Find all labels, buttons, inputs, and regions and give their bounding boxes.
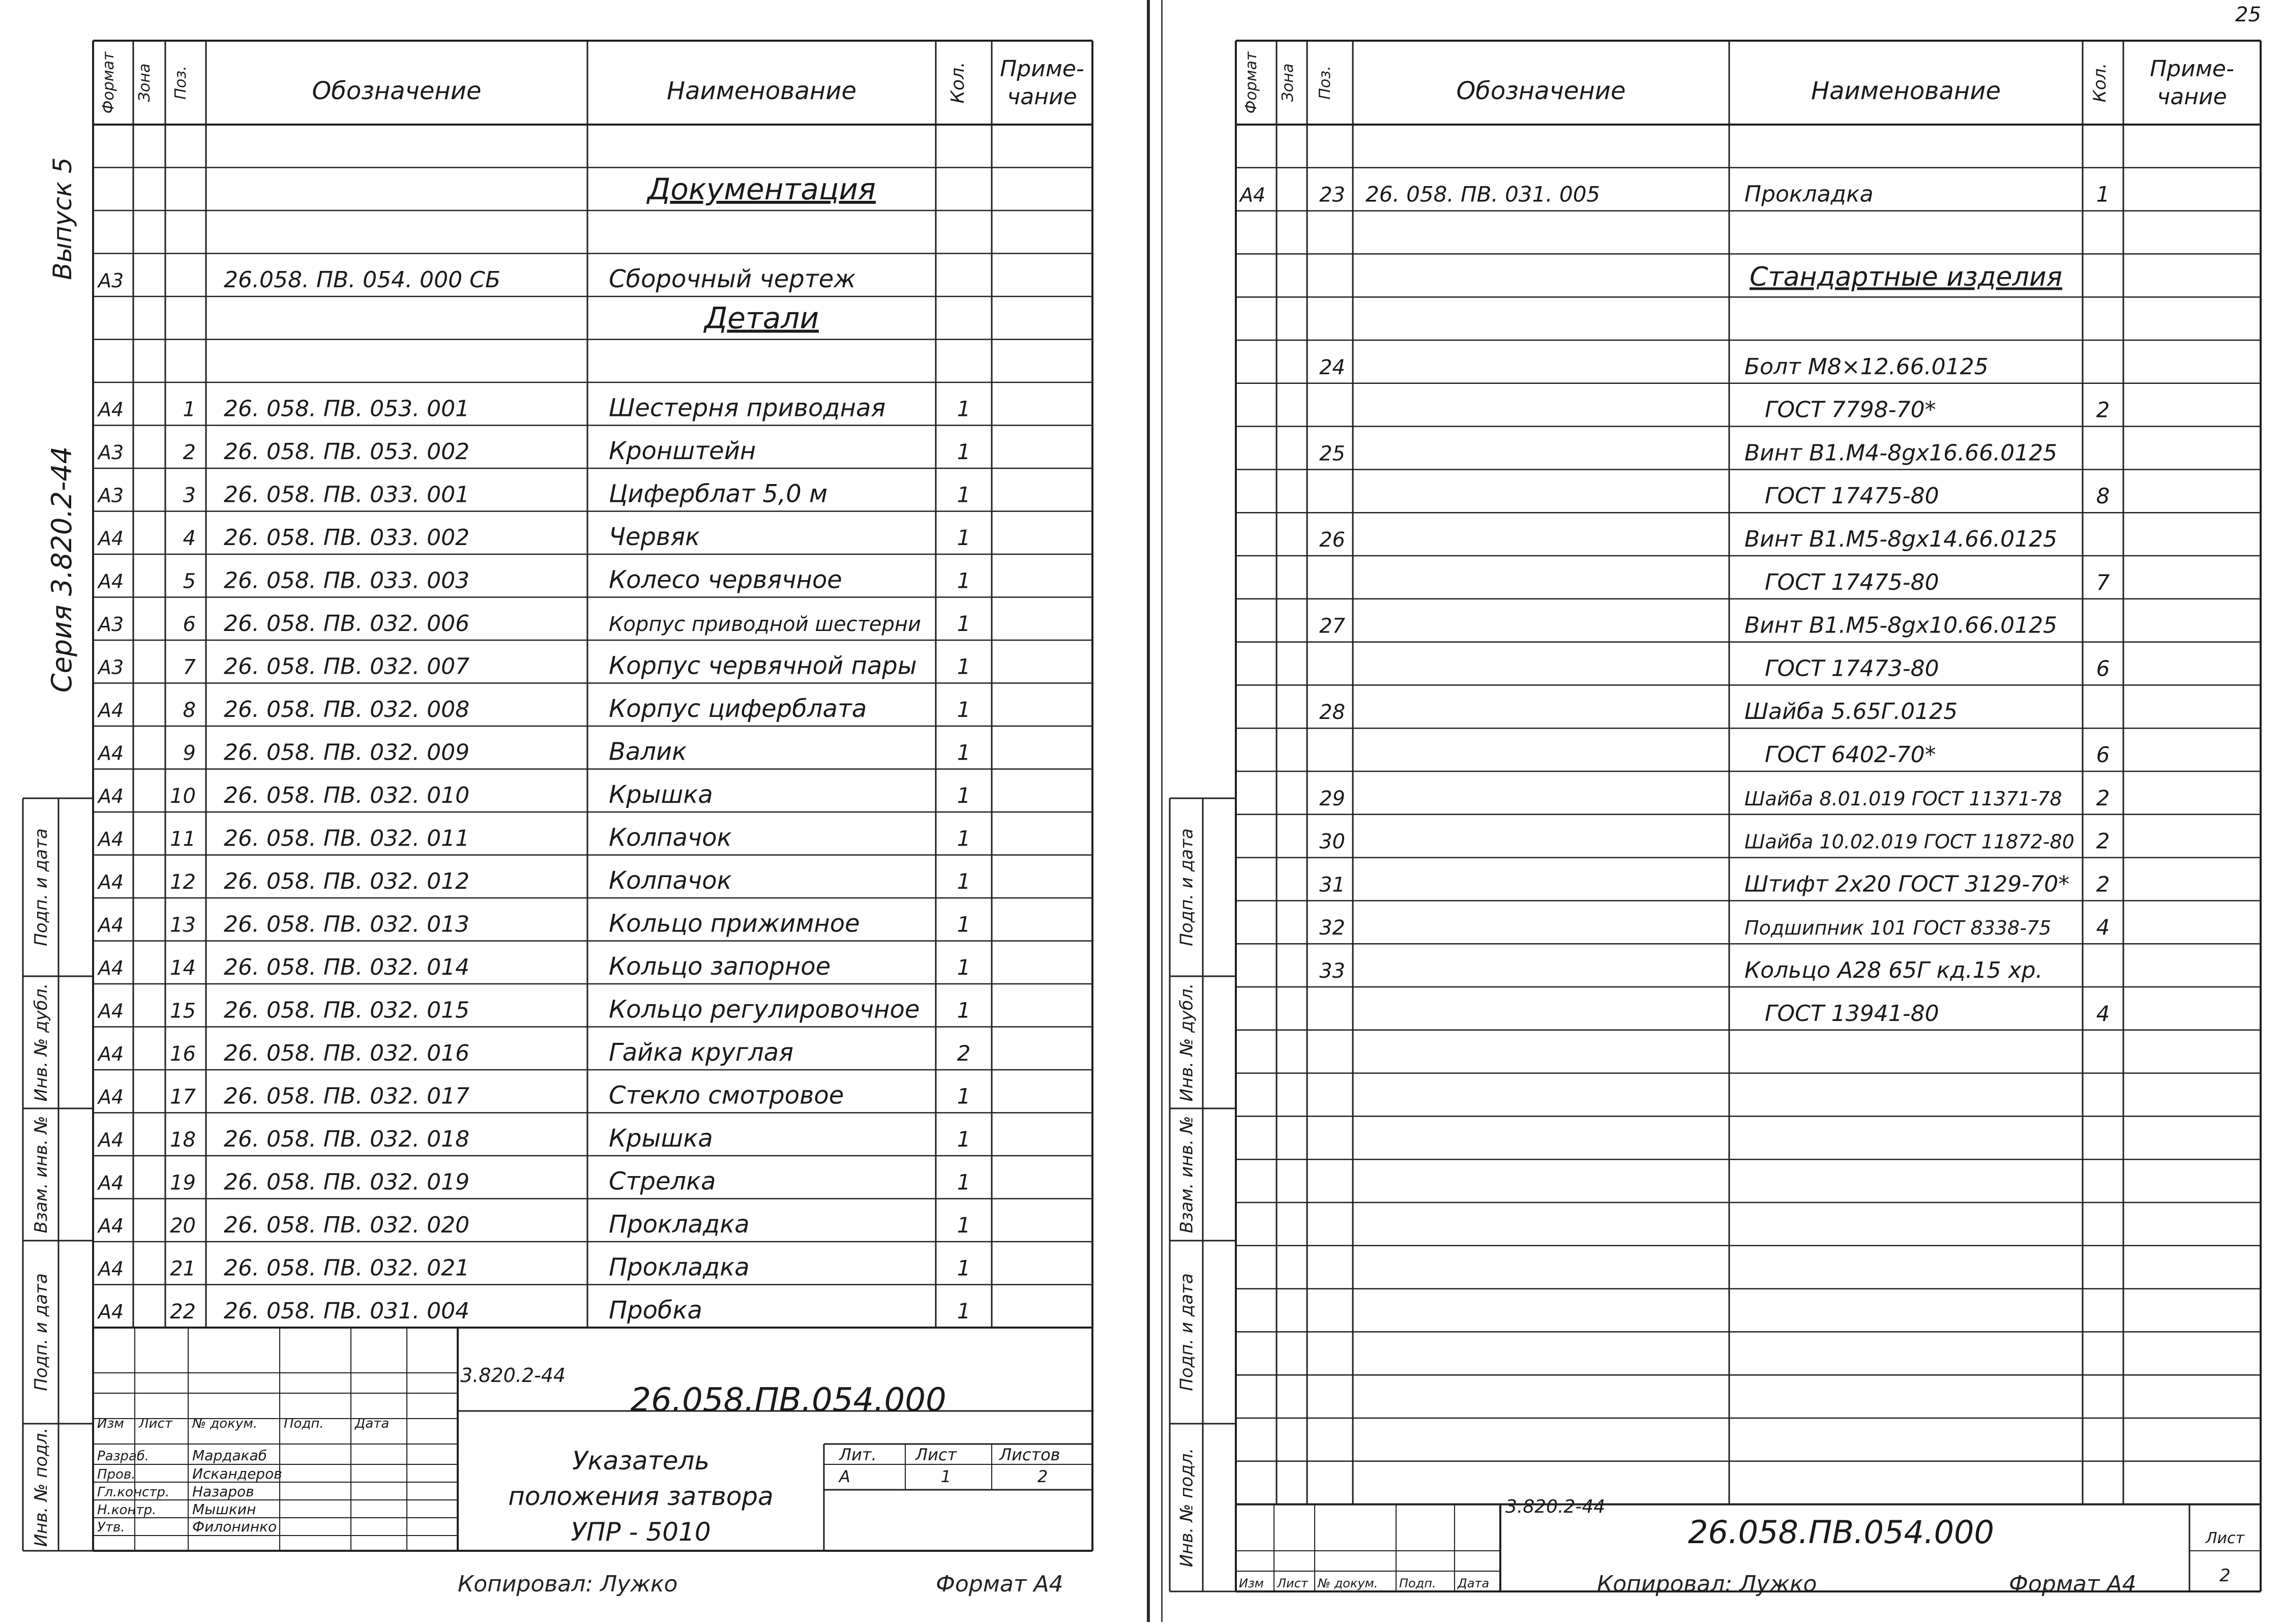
row-qty: 1 bbox=[2096, 182, 2110, 207]
row-qty: 2 bbox=[2096, 397, 2110, 423]
row-name: Колпачок bbox=[609, 866, 732, 895]
row-name: Болт М8×12.66.0125 bbox=[1744, 353, 1989, 380]
header-zone: Зона bbox=[136, 63, 154, 102]
header-note: Приме- bbox=[2150, 56, 2234, 82]
row-pos: 17 bbox=[170, 1085, 196, 1109]
row-format: А4 bbox=[98, 570, 124, 593]
titleblock-role: Разраб. bbox=[97, 1449, 150, 1464]
row-pos: 11 bbox=[170, 827, 196, 851]
row-name: Прокладка bbox=[609, 1210, 750, 1239]
row-pos: 31 bbox=[1319, 873, 1345, 897]
row-designation: 26. 058. ПВ. 032. 012 bbox=[224, 868, 470, 894]
row-qty: 4 bbox=[2096, 1001, 2110, 1026]
row-pos: 16 bbox=[170, 1042, 196, 1066]
titleblock-col-head: Дата bbox=[1458, 1576, 1490, 1590]
titleblock-name: Мышкин bbox=[192, 1501, 256, 1518]
row-format: А4 bbox=[98, 527, 124, 550]
side-field-label: Подп. и дата bbox=[1176, 828, 1197, 946]
row-qty: 2 bbox=[2096, 871, 2110, 897]
row-pos: 25 bbox=[1319, 442, 1345, 466]
row-name: Корпус циферблата bbox=[609, 695, 867, 723]
section-heading: Документация bbox=[647, 172, 876, 206]
row-name: Кольцо запорное bbox=[609, 952, 831, 981]
row-name: Шайба 10.02.019 ГОСТ 11872-80 bbox=[1744, 830, 2074, 853]
row-pos: 20 bbox=[170, 1214, 196, 1238]
row-format: А4 bbox=[98, 699, 124, 721]
row-pos: 24 bbox=[1319, 355, 1345, 379]
row-format: А4 bbox=[98, 1301, 124, 1323]
header-designation: Обозначение bbox=[1456, 77, 1626, 105]
header-pos: Поз. bbox=[1316, 66, 1334, 100]
row-pos: 12 bbox=[170, 870, 196, 894]
row-name: Пробка bbox=[609, 1296, 702, 1325]
row-qty: 1 bbox=[957, 955, 971, 980]
row-qty: 1 bbox=[957, 396, 971, 422]
row-qty: 8 bbox=[2096, 484, 2110, 509]
row-pos: 14 bbox=[170, 956, 196, 980]
row-name: ГОСТ 17475-80 bbox=[1765, 569, 1939, 595]
row-qty: 1 bbox=[957, 1299, 971, 1324]
row-pos: 15 bbox=[170, 999, 196, 1023]
side-field-label: Инв. № дубл. bbox=[31, 983, 51, 1102]
titleblock-sheets-head: Листов bbox=[999, 1445, 1060, 1464]
row-name: Колпачок bbox=[609, 823, 732, 852]
footer-format-left: Формат А4 bbox=[936, 1571, 1063, 1597]
row-qty: 1 bbox=[957, 826, 971, 851]
header-note: Приме- bbox=[1000, 56, 1084, 82]
titleblock-col-head: Подп. bbox=[284, 1416, 324, 1431]
row-pos: 3 bbox=[183, 484, 196, 507]
titleblock-col-head: Дата bbox=[355, 1416, 390, 1431]
header-format: Формат bbox=[1242, 51, 1260, 114]
row-name: Штифт 2х20 ГОСТ 3129-70* bbox=[1744, 871, 2070, 897]
right-spec-table bbox=[1165, 0, 2282, 1622]
row-qty: 1 bbox=[957, 783, 971, 808]
row-format: А4 bbox=[98, 828, 124, 851]
row-qty: 1 bbox=[957, 869, 971, 894]
row-name: Прокладка bbox=[1744, 181, 1874, 207]
row-name: Подшипник 101 ГОСТ 8338-75 bbox=[1744, 917, 2052, 940]
section-heading: Стандартные изделия bbox=[1750, 262, 2062, 293]
titleblock-sheets: 2 bbox=[1037, 1467, 1048, 1486]
row-format: А3 bbox=[98, 484, 124, 507]
row-pos: 1 bbox=[183, 398, 196, 422]
side-field-label: Подп. и дата bbox=[31, 828, 51, 946]
row-pos: 9 bbox=[183, 741, 196, 765]
row-qty: 1 bbox=[957, 740, 971, 765]
row-format: А4 bbox=[98, 785, 124, 807]
titleblock-sheet-head: Лист bbox=[2205, 1529, 2245, 1547]
titleblock-name: Искандеров bbox=[192, 1465, 282, 1482]
row-qty: 4 bbox=[2096, 915, 2110, 940]
row-qty: 1 bbox=[957, 611, 971, 636]
row-designation: 26. 058. ПВ. 032. 009 bbox=[224, 739, 470, 766]
row-designation: 26. 058. ПВ. 032. 015 bbox=[224, 997, 470, 1024]
header-name: Наименование bbox=[1811, 77, 2001, 105]
side-field-label: Взам. инв. № bbox=[1176, 1116, 1197, 1234]
row-qty: 1 bbox=[957, 697, 971, 722]
row-format: А4 bbox=[98, 871, 124, 893]
row-qty: 6 bbox=[2096, 656, 2110, 681]
titleblock-doc-code: 26.058.ПВ.054.000 bbox=[1688, 1514, 1994, 1551]
titleblock-name: Филонинко bbox=[192, 1518, 277, 1535]
row-designation: 26. 058. ПВ. 032. 007 bbox=[224, 653, 470, 680]
row-qty: 1 bbox=[957, 1213, 971, 1238]
row-pos: 27 bbox=[1319, 614, 1345, 638]
row-designation: 26. 058. ПВ. 053. 001 bbox=[224, 396, 470, 422]
header-qty: Кол. bbox=[947, 62, 968, 104]
row-pos: 18 bbox=[170, 1128, 196, 1152]
row-qty: 1 bbox=[957, 439, 971, 464]
titleblock-name: Мардакаб bbox=[192, 1447, 267, 1464]
header-name: Наименование bbox=[666, 77, 857, 105]
row-name: Колесо червячное bbox=[609, 565, 842, 594]
row-designation: 26. 058. ПВ. 033. 001 bbox=[224, 482, 470, 508]
row-designation: 26. 058. ПВ. 032. 020 bbox=[224, 1212, 470, 1238]
row-pos: 29 bbox=[1319, 787, 1345, 810]
row-format: А4 bbox=[98, 1000, 124, 1022]
row-name: Прокладка bbox=[609, 1253, 750, 1282]
titleblock-col-head: № докум. bbox=[192, 1416, 258, 1431]
row-pos: 6 bbox=[183, 613, 196, 636]
titleblock-name: Назаров bbox=[192, 1483, 254, 1500]
titleblock-series: 3.820.2-44 bbox=[460, 1364, 566, 1387]
row-format: А4 bbox=[98, 1043, 124, 1065]
side-field-label: Инв. № подл. bbox=[1176, 1448, 1197, 1568]
titleblock-title: Указатель bbox=[572, 1446, 709, 1476]
header-note: чание bbox=[1007, 84, 1077, 110]
footer-copied-right: Копировал: Лужко bbox=[1597, 1571, 1817, 1597]
row-name: Стрелка bbox=[609, 1167, 716, 1196]
row-designation: 26. 058. ПВ. 033. 003 bbox=[224, 567, 470, 594]
margin-series: Серия 3.820.2-44 bbox=[46, 446, 78, 693]
row-qty: 1 bbox=[957, 1255, 971, 1281]
footer-copied-left: Копировал: Лужко bbox=[458, 1571, 678, 1597]
sheet-divider bbox=[1147, 0, 1150, 1622]
row-pos: 7 bbox=[183, 655, 196, 679]
row-name: Крышка bbox=[609, 780, 713, 809]
header-designation: Обозначение bbox=[312, 77, 482, 105]
titleblock-doc-code: 26.058.ПВ.054.000 bbox=[630, 1381, 946, 1419]
row-name: Кронштейн bbox=[609, 437, 756, 465]
row-name: Гайка круглая bbox=[609, 1038, 794, 1067]
titleblock-sheet: 1 bbox=[940, 1467, 952, 1486]
row-designation: 26. 058. ПВ. 032. 013 bbox=[224, 911, 470, 938]
header-qty: Кол. bbox=[2090, 63, 2110, 103]
titleblock-col-head: Подп. bbox=[1399, 1576, 1436, 1590]
row-pos: 19 bbox=[170, 1171, 196, 1195]
row-pos: 8 bbox=[183, 699, 196, 722]
titleblock-series: 3.820.2-44 bbox=[1505, 1496, 1606, 1517]
row-name: ГОСТ 17475-80 bbox=[1765, 483, 1939, 509]
row-format: А3 bbox=[98, 613, 124, 636]
titleblock-lit: А bbox=[839, 1467, 850, 1486]
titleblock-role: Гл.констр. bbox=[97, 1485, 170, 1500]
row-pos: 26 bbox=[1319, 528, 1345, 552]
row-name: Шайба 8.01.019 ГОСТ 11371-78 bbox=[1744, 787, 2062, 810]
row-designation: 26. 058. ПВ. 032. 010 bbox=[224, 783, 470, 808]
side-field-label: Инв. № подл. bbox=[31, 1427, 51, 1547]
row-designation: 26. 058. ПВ. 033. 002 bbox=[224, 525, 470, 551]
row-name: Циферблат 5,0 м bbox=[609, 479, 828, 508]
titleblock-role: Утв. bbox=[97, 1520, 125, 1535]
row-format: А4 bbox=[98, 1257, 124, 1280]
titleblock-col-head: Лист bbox=[1277, 1576, 1308, 1590]
row-name: Крышка bbox=[609, 1124, 713, 1153]
row-designation: 26. 058. ПВ. 031. 004 bbox=[224, 1298, 470, 1324]
side-field-label: Инв. № дубл. bbox=[1176, 983, 1197, 1102]
header-note: чание bbox=[2157, 84, 2227, 110]
titleblock-col-head: Лист bbox=[139, 1416, 172, 1431]
row-designation: 26. 058. ПВ. 032. 006 bbox=[224, 611, 470, 637]
titleblock-lit-head: Лит. bbox=[839, 1445, 877, 1464]
row-qty: 2 bbox=[2096, 785, 2110, 810]
row-designation: 26. 058. ПВ. 053. 002 bbox=[224, 439, 470, 465]
row-name: Шайба 5.65Г.0125 bbox=[1744, 699, 1958, 725]
titleblock-sheet: 2 bbox=[2219, 1566, 2231, 1586]
header-format: Формат bbox=[100, 51, 117, 114]
row-pos: 30 bbox=[1319, 830, 1345, 854]
row-qty: 1 bbox=[957, 1127, 971, 1152]
row-format: А4 bbox=[1240, 184, 1266, 206]
row-pos: 4 bbox=[183, 527, 196, 550]
row-qty: 1 bbox=[957, 654, 971, 679]
row-name: Сборочный чертеж bbox=[609, 265, 856, 293]
titleblock-title: УПР - 5010 bbox=[571, 1517, 711, 1547]
row-format: А3 bbox=[98, 656, 124, 679]
row-name: Червяк bbox=[609, 523, 700, 551]
side-field-label: Взам. инв. № bbox=[31, 1116, 51, 1234]
row-name: Винт В1.М4-8gх16.66.0125 bbox=[1744, 440, 2058, 466]
row-format: А4 bbox=[98, 914, 124, 937]
row-name: Винт В1.М5-8gх14.66.0125 bbox=[1744, 526, 2058, 552]
row-format: А4 bbox=[98, 742, 124, 765]
titleblock-col-head: Изм bbox=[1239, 1576, 1264, 1590]
header-zone: Зона bbox=[1279, 63, 1297, 102]
page-number: 25 bbox=[2235, 3, 2261, 26]
row-pos: 22 bbox=[170, 1300, 196, 1324]
header-pos: Поз. bbox=[172, 66, 190, 100]
section-heading: Детали bbox=[704, 300, 819, 336]
row-format: А4 bbox=[98, 1129, 124, 1151]
row-name: ГОСТ 13941-80 bbox=[1765, 1000, 1939, 1027]
row-designation: 26. 058. ПВ. 032. 017 bbox=[224, 1083, 470, 1109]
row-designation: 26. 058. ПВ. 032. 016 bbox=[224, 1040, 470, 1066]
row-qty: 1 bbox=[957, 525, 971, 550]
row-pos: 2 bbox=[183, 441, 196, 464]
row-designation: 26.058. ПВ. 054. 000 СБ bbox=[224, 267, 501, 293]
titleblock-role: Н.контр. bbox=[97, 1502, 157, 1518]
sheet-divider-edge bbox=[1161, 0, 1163, 1622]
row-qty: 1 bbox=[957, 998, 971, 1023]
right-sheet bbox=[1165, 0, 2282, 1622]
row-name: Шестерня приводная bbox=[609, 394, 886, 423]
row-name: Стекло смотровое bbox=[609, 1081, 844, 1110]
row-name: Винт В1.М5-8gх10.66.0125 bbox=[1744, 612, 2058, 639]
row-name: Валик bbox=[609, 737, 687, 766]
titleblock-sheet-head: Лист bbox=[915, 1445, 957, 1464]
row-pos: 13 bbox=[170, 913, 196, 937]
row-designation: 26. 058. ПВ. 032. 018 bbox=[224, 1126, 470, 1152]
row-qty: 1 bbox=[957, 1169, 971, 1195]
row-qty: 7 bbox=[2096, 569, 2110, 595]
row-pos: 21 bbox=[170, 1257, 196, 1281]
row-format: А4 bbox=[98, 1086, 124, 1108]
row-qty: 6 bbox=[2096, 742, 2110, 767]
row-name: ГОСТ 17473-80 bbox=[1765, 655, 1939, 682]
titleblock-title: положения затвора bbox=[508, 1482, 774, 1511]
row-qty: 1 bbox=[957, 1084, 971, 1109]
row-name: Корпус приводной шестерни bbox=[609, 613, 922, 636]
row-name: ГОСТ 7798-70* bbox=[1765, 397, 1936, 423]
row-name: Кольцо регулировочное bbox=[609, 995, 920, 1024]
row-designation: 26. 058. ПВ. 032. 008 bbox=[224, 697, 470, 723]
titleblock-col-head: № докум. bbox=[1318, 1576, 1378, 1590]
row-pos: 28 bbox=[1319, 701, 1345, 725]
row-format: А4 bbox=[98, 398, 124, 421]
row-qty: 2 bbox=[2096, 828, 2110, 854]
footer-format-right: Формат А4 bbox=[2009, 1571, 2137, 1597]
titleblock-role: Пров. bbox=[97, 1467, 136, 1482]
row-pos: 33 bbox=[1319, 959, 1345, 983]
row-pos: 10 bbox=[170, 785, 196, 808]
row-format: А3 bbox=[98, 269, 124, 292]
row-qty: 1 bbox=[957, 568, 971, 593]
row-name: Корпус червячной пары bbox=[609, 651, 917, 680]
row-designation: 26. 058. ПВ. 032. 011 bbox=[224, 825, 470, 852]
titleblock-col-head: Изм bbox=[97, 1416, 124, 1431]
row-pos: 5 bbox=[183, 569, 196, 593]
row-name: Кольцо прижимное bbox=[609, 909, 860, 938]
row-designation: 26. 058. ПВ. 032. 014 bbox=[224, 954, 470, 980]
side-field-label: Подп. и дата bbox=[31, 1273, 51, 1391]
row-format: А3 bbox=[98, 441, 124, 464]
row-designation: 26. 058. ПВ. 032. 021 bbox=[224, 1255, 470, 1281]
row-format: А4 bbox=[98, 1171, 124, 1194]
row-designation: 26. 058. ПВ. 031. 005 bbox=[1366, 182, 1601, 207]
row-name: Кольцо А28 65Г кд.15 хр. bbox=[1744, 957, 2043, 983]
row-qty: 1 bbox=[957, 482, 971, 507]
row-name: ГОСТ 6402-70* bbox=[1765, 742, 1936, 768]
side-field-label: Подп. и дата bbox=[1176, 1273, 1197, 1391]
row-qty: 1 bbox=[957, 912, 971, 937]
row-pos: 32 bbox=[1319, 916, 1345, 940]
row-format: А4 bbox=[98, 1215, 124, 1237]
row-format: А4 bbox=[98, 957, 124, 979]
row-designation: 26. 058. ПВ. 032. 019 bbox=[224, 1169, 470, 1195]
margin-issue: Выпуск 5 bbox=[48, 157, 77, 280]
row-qty: 2 bbox=[957, 1041, 971, 1066]
row-pos: 23 bbox=[1319, 183, 1345, 207]
